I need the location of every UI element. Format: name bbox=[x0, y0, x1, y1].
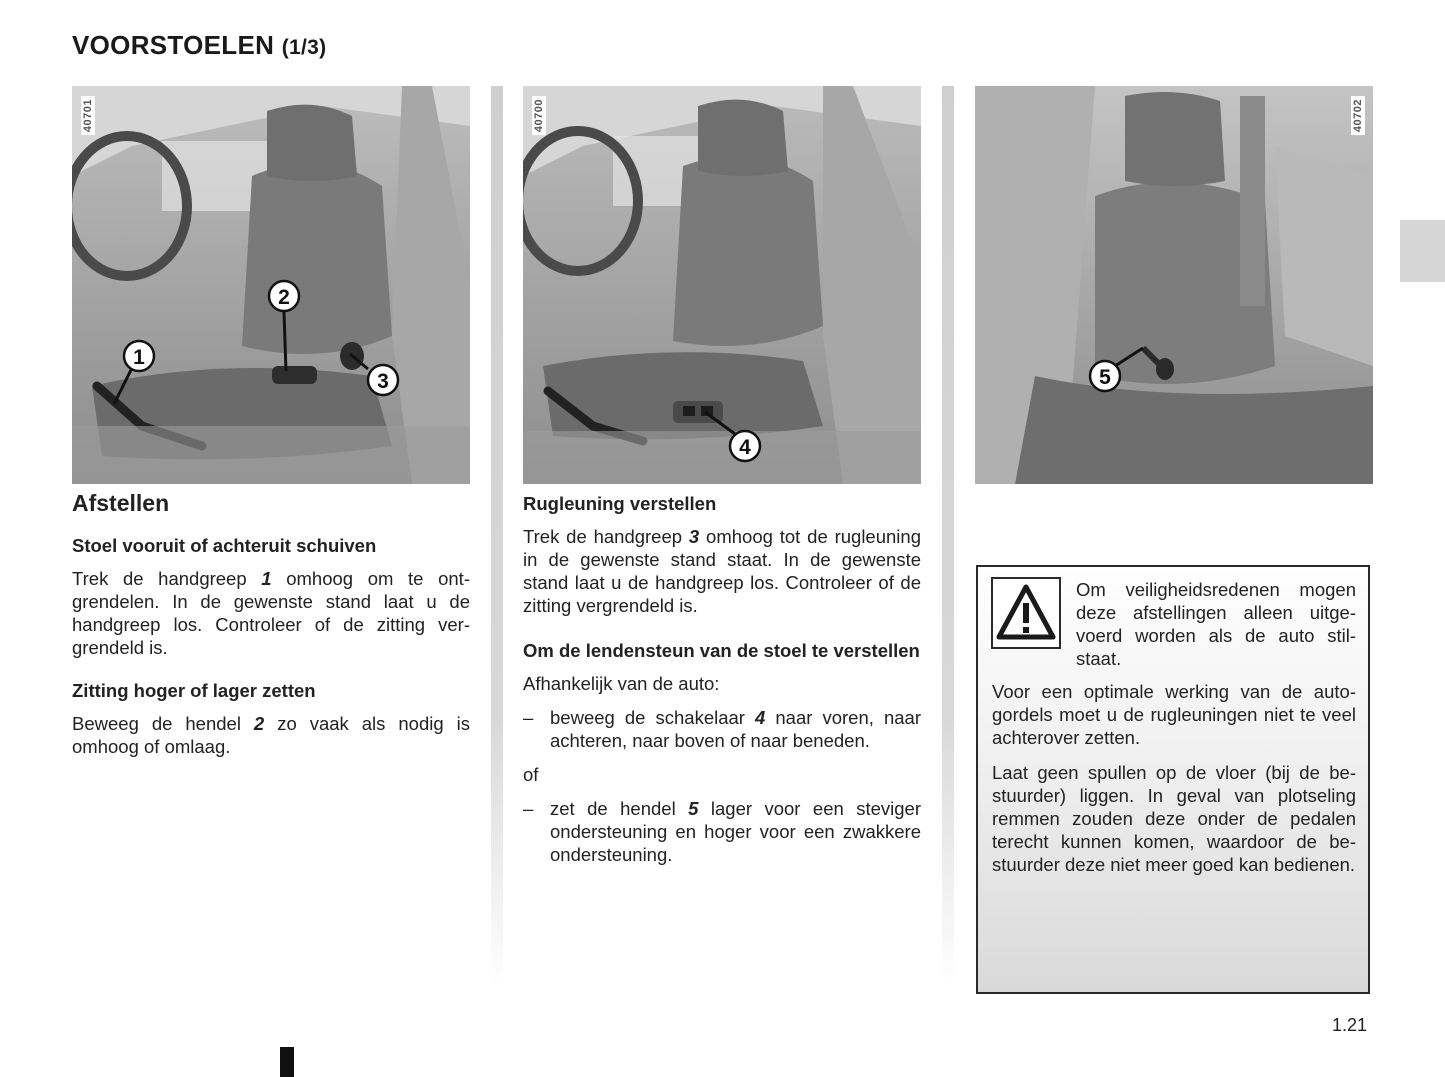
subheading-lumbar: Om de lendensteun van de stoel te verstellen bbox=[523, 640, 920, 661]
paragraph-move-seat bbox=[72, 567, 470, 659]
seat-illustration-2 bbox=[523, 86, 921, 484]
list-item-switch bbox=[523, 706, 921, 752]
text: Trek de handgreep bbox=[72, 568, 262, 589]
callout-1: 1 bbox=[133, 346, 145, 369]
footer-bar bbox=[280, 1047, 294, 1077]
warning-body bbox=[992, 680, 1356, 888]
page-number: 1.21 bbox=[1332, 1015, 1368, 1035]
text: zo vaak als nodig is omhoog of omlaag. bbox=[72, 713, 470, 757]
list-item-lever bbox=[523, 797, 921, 866]
text: lager voor een steviger ondersteuning en hoger voor een zwakkere ondersteuning. bbox=[550, 798, 921, 865]
seat-illustration-3 bbox=[975, 86, 1373, 484]
column-separator-1 bbox=[491, 86, 503, 986]
ref-number: 1 bbox=[261, 568, 272, 589]
ref-number: 2 bbox=[253, 713, 265, 734]
warning-triangle-icon bbox=[991, 577, 1061, 649]
text: omhoog om te ontgrendelen. In de gewenste stand laat u de handgreep los. Controleer of de zitting vergrendeld is. bbox=[72, 568, 470, 658]
callout-5: 5 bbox=[1099, 366, 1111, 389]
paragraph-seat-height bbox=[72, 712, 470, 758]
text: beweeg de schakelaar bbox=[550, 707, 756, 728]
ref-number: 4 bbox=[755, 707, 766, 728]
callout-2: 2 bbox=[278, 286, 290, 309]
text: zet de hendel bbox=[550, 798, 689, 819]
page-title bbox=[72, 30, 326, 61]
figure-code-1: 40701 bbox=[81, 96, 95, 135]
page-title-main: VOORSTOELEN bbox=[72, 30, 275, 60]
warning-paragraph-2: Voor een optimale werking van de autogordels moet u de rugleuningen niet te veel achterover zetten. bbox=[992, 681, 1356, 748]
text: omhoog tot de rugleuning in de gewenste stand staat. In de gewenste stand laat u de handgreep los. Controleer of de zitting vergrendeld is. bbox=[523, 526, 921, 616]
ref-number: 3 bbox=[688, 526, 700, 547]
chapter-tab-marker bbox=[1400, 220, 1445, 282]
page-title-suffix: (1/3) bbox=[281, 36, 327, 59]
section-heading-afstellen: Afstellen bbox=[72, 490, 170, 516]
seat-illustration-1 bbox=[72, 86, 470, 484]
column-separator-2 bbox=[942, 86, 954, 986]
seat-photo-2 bbox=[523, 86, 921, 484]
warning-box bbox=[976, 565, 1370, 994]
column-1 bbox=[72, 492, 470, 758]
ref-number: 5 bbox=[688, 798, 699, 819]
callout-3: 3 bbox=[377, 370, 389, 393]
seat-photo-1 bbox=[72, 86, 470, 484]
subheading-seat-height: Zitting hoger of lager zetten bbox=[72, 680, 316, 701]
warning-paragraph-1: Om veiligheidsredenen mogen deze afstellingen alleen uitgevoerd worden als de auto stilstaat. bbox=[1076, 579, 1356, 669]
dash-marker: – bbox=[523, 707, 534, 728]
figure-code-3: 40702 bbox=[1351, 96, 1365, 135]
text: naar voren, naar achteren, naar boven of naar beneden. bbox=[550, 707, 921, 751]
paragraph-backrest bbox=[523, 525, 921, 617]
column-2 bbox=[523, 492, 921, 866]
figure-code-2: 40700 bbox=[532, 96, 546, 135]
paragraph-lumbar-intro: Afhankelijk van de auto: bbox=[523, 673, 720, 694]
text: Beweeg de hendel bbox=[72, 713, 254, 734]
subheading-move-seat: Stoel vooruit of achteruit schuiven bbox=[72, 535, 377, 556]
subheading-backrest: Rugleuning verstellen bbox=[523, 493, 717, 514]
seat-photo-3 bbox=[975, 86, 1373, 484]
paragraph-or: of bbox=[523, 764, 539, 785]
warning-paragraph-3: Laat geen spullen op de vloer (bij de bestuurder) liggen. In geval van plotseling remmen zouden deze onder de pedalen terecht kunnen komen, waardoor de bestuurder deze niet meer goed kan bedienen. bbox=[992, 762, 1356, 875]
callout-4: 4 bbox=[739, 436, 751, 459]
text: Trek de handgreep bbox=[523, 526, 689, 547]
dash-marker: – bbox=[523, 798, 534, 819]
